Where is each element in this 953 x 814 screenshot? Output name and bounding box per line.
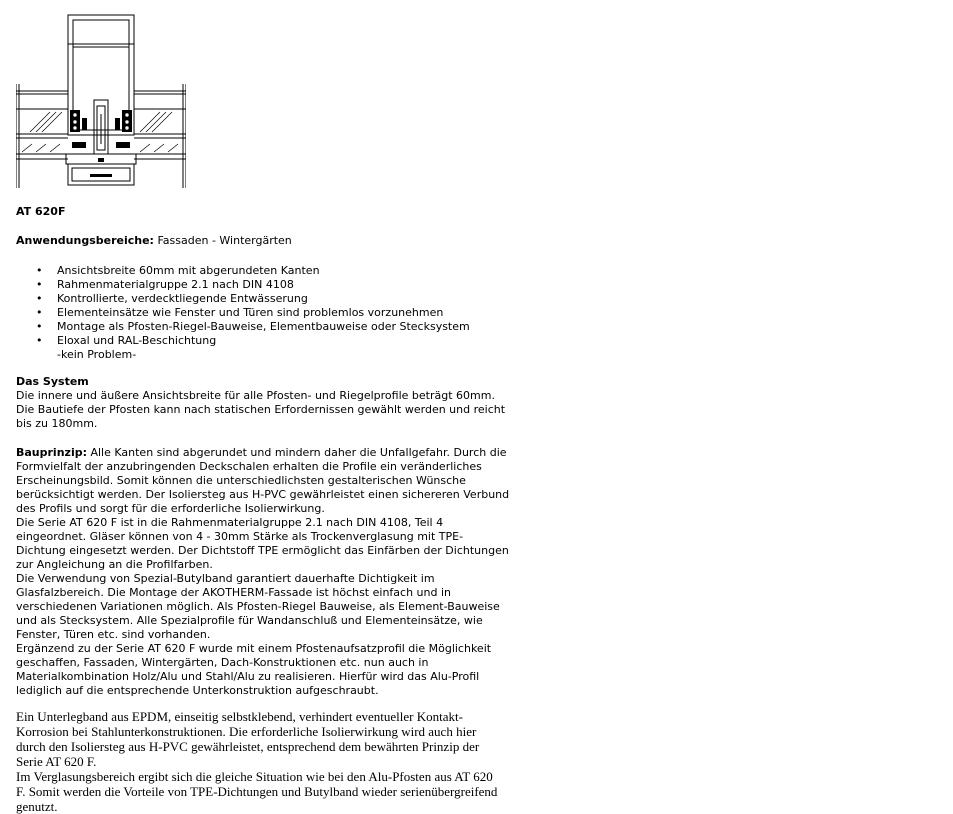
bauprinzip-line: Ergänzend zu der Serie AT 620 F wurde mit einem Pfostenaufsatzprofil die Möglichkeit — [16, 642, 492, 655]
bauprinzip-line: Die Serie AT 620 F ist in die Rahmenmaterialgruppe 2.1 nach DIN 4108, Teil 4 — [16, 516, 444, 529]
bullet-icon: • — [36, 264, 43, 277]
feature-item: • Eloxal und RAL-Beschichtung — [36, 334, 217, 347]
serif-line: Ein Unterlegband aus EPDM, einseitig selbstklebend, verhindert eventueller Kontakt- — [16, 709, 463, 724]
applications-value: Fassaden - Wintergärten — [153, 234, 292, 247]
system-section — [16, 375, 536, 431]
feature-item-extra: -kein Problem- — [57, 348, 137, 361]
bauprinzip-line: und als Stecksystem. Alle Spezialprofile für Wandanschluß und Elementeinsätze, wie — [16, 614, 483, 627]
serif-paragraph — [16, 709, 536, 814]
bauprinzip-line: Erscheinungsbild. Somit können die unterschiedlichsten gestalterischen Wünsche — [16, 474, 466, 487]
serif-line: F. Somit werden die Vorteile von TPE-Dichtungen und Butylband wieder serienübergreifend — [16, 784, 498, 799]
bauprinzip-line: geschaffen, Fassaden, Wintergärten, Dach-Konstruktionen etc. nun auch in — [16, 656, 429, 669]
bauprinzip-line: Fenster, Türen etc. sind vorhanden. — [16, 628, 211, 641]
bauprinzip-line: verschiedenen Variationen möglich. Als Pfosten-Riegel Bauweise, als Element-Bauweise — [16, 600, 500, 613]
feature-item: • Elementeinsätze wie Fenster und Türen sind problemlos vorzunehmen — [36, 306, 444, 319]
feature-list — [16, 264, 536, 362]
serif-line: Korrosion bei Stahlunterkonstruktionen. Die erforderliche Isolierwirkung wird auch hier — [16, 724, 477, 739]
bullet-icon: • — [36, 320, 43, 333]
bullet-icon: • — [36, 334, 43, 347]
system-line: Die Bautiefe der Pfosten kann nach statischen Erfordernissen gewählt werden und reicht — [16, 403, 506, 416]
bauprinzip-line: eingeordnet. Gläser können von 4 - 30mm Stärke als Trockenverglasung mit TPE- — [16, 530, 464, 543]
serif-line: Im Verglasungsbereich ergibt sich die gleiche Situation wie bei den Alu-Pfosten aus AT 620 — [16, 769, 493, 784]
bauprinzip-line: Formvielfalt der anzubringenden Deckschalen erhalten die Profile ein veränderliches — [16, 460, 482, 473]
bauprinzip-first-line: Bauprinzip: Alle Kanten sind abgerundet und mindern daher die Unfallgefahr. Durch die — [16, 446, 507, 459]
applications-line — [16, 234, 292, 248]
bauprinzip-line: Glasfalzbereich. Die Montage der AKOTHERM-Fassade ist höchst einfach und in — [16, 586, 451, 599]
bullet-icon: • — [36, 292, 43, 305]
feature-item: • Ansichtsbreite 60mm mit abgerundeten Kanten — [36, 264, 320, 277]
bauprinzip-label: Bauprinzip: — [16, 446, 87, 459]
bauprinzip-line: Materialkombination Holz/Alu und Stahl/Alu zu realisieren. Hierfür wird das Alu-Profil — [16, 670, 480, 683]
serif-line: durch den Isoliersteg aus H-PVC gewährleistet, entsprechend dem bewährten Prinzip der — [16, 739, 480, 754]
bauprinzip-line: Dichtung eingesetzt werden. Der Dichtstoff TPE ermöglicht das Einfärben der Dichtungen — [16, 544, 509, 557]
product-title: AT 620F — [16, 205, 66, 218]
profile-cross-section-drawing — [16, 14, 186, 188]
feature-item: • Kontrollierte, verdecktliegende Entwässerung — [36, 292, 308, 305]
system-heading: Das System — [16, 375, 89, 388]
bullet-icon: • — [36, 278, 43, 291]
bauprinzip-line: lediglich auf die entsprechende Unterkonstruktion aufgeschraubt. — [16, 684, 379, 697]
bauprinzip-line: Die Verwendung von Spezial-Butylband garantiert dauerhafte Dichtigkeit im — [16, 572, 435, 585]
feature-item: • Montage als Pfosten-Riegel-Bauweise, Elementbauweise oder Stecksystem — [36, 320, 470, 333]
bullet-icon: • — [36, 306, 43, 319]
system-line: Die innere und äußere Ansichtsbreite für alle Pfosten- und Riegelprofile beträgt 60mm. — [16, 389, 495, 402]
bauprinzip-section — [16, 446, 536, 698]
serif-line: genutzt. — [16, 799, 58, 814]
bauprinzip-line: zur Angleichung an die Profilfarben. — [16, 558, 213, 571]
bauprinzip-line: des Profils und sorgt für die erforderliche Isolierwirkung. — [16, 502, 325, 515]
applications-label: Anwendungsbereiche: — [16, 234, 154, 247]
bauprinzip-line: berücksichtigt werden. Der Isoliersteg aus H-PVC gewährleistet einen sichereren Verbund — [16, 488, 510, 501]
serif-line: Serie AT 620 F. — [16, 754, 97, 769]
feature-item: • Rahmenmaterialgruppe 2.1 nach DIN 4108 — [36, 278, 294, 291]
system-line: bis zu 180mm. — [16, 417, 98, 430]
